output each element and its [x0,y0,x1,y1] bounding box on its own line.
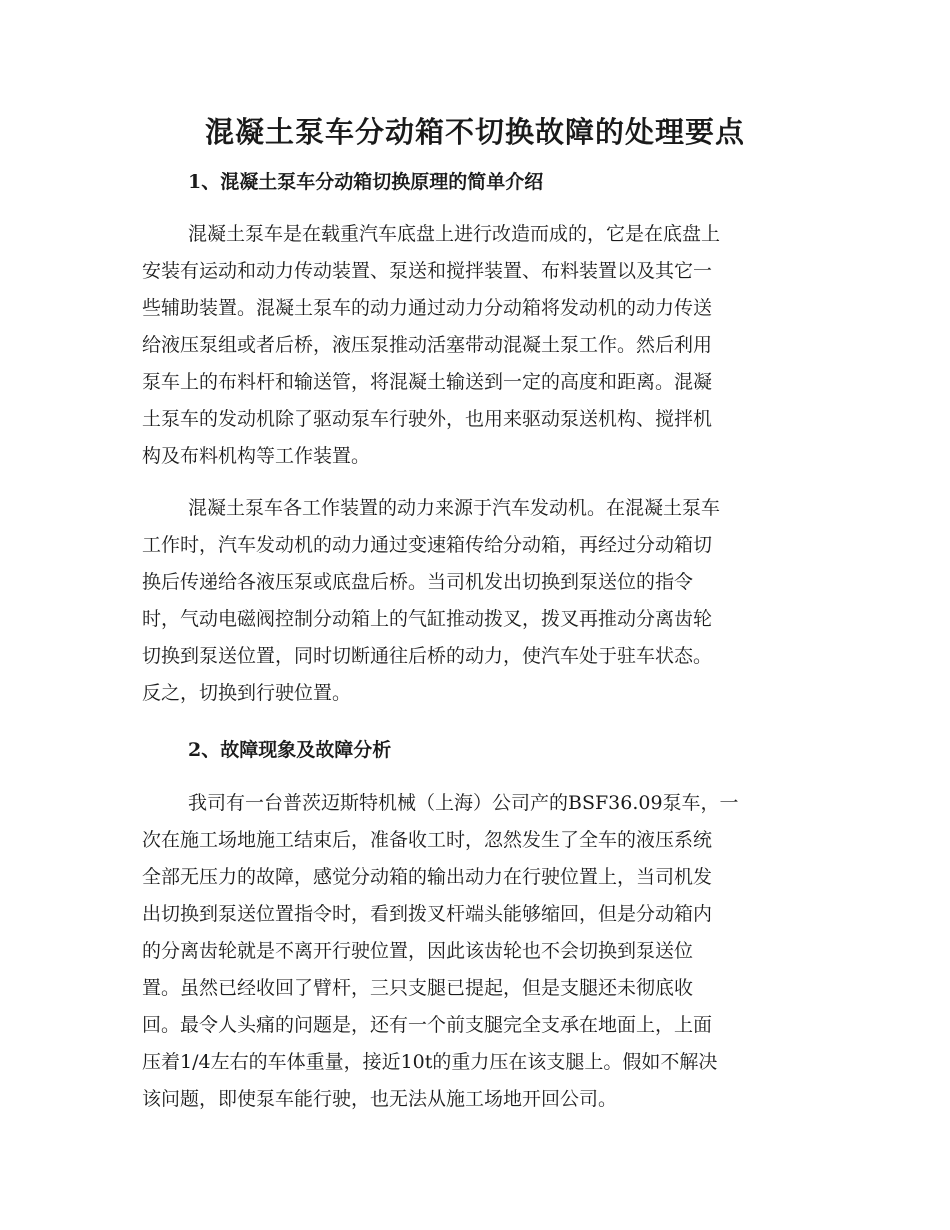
text-line: 的分离齿轮就是不离开行驶位置，因此该齿轮也不会切换到泵送位 [142,940,694,962]
text-line: 回。最令人头痛的问题是，还有一个前支腿完全支承在地面上，上面 [142,1014,713,1036]
text-line: 土泵车的发动机除了驱动泵车行驶外，也用来驱动泵送机构、搅拌机 [142,408,713,430]
text-line: 些辅助装置。混凝土泵车的动力通过动力分动箱将发动机的动力传送 [142,297,713,319]
text-line: 反之，切换到行驶位置。 [142,682,352,704]
text-line: 切换到泵送位置，同时切断通往后桥的动力，使汽车处于驻车状态。 [142,645,713,667]
text-line: 混凝土泵车各工作装置的动力来源于汽车发动机。在混凝土泵车 [188,497,721,519]
text-line: 置。虽然已经收回了臂杆，三只支腿已提起，但是支腿还未彻底收 [142,977,694,999]
text-line: 次在施工场地施工结束后，准备收工时，忽然发生了全车的液压系统 [142,829,713,851]
text-line: 全部无压力的故障，感觉分动箱的输出动力在行驶位置上，当司机发 [142,866,713,888]
paragraph-fault-description [142,785,808,1118]
section-heading-principle: 1、混凝土泵车分动箱切换原理的简单介绍 [188,171,544,193]
text-line: 我司有一台普茨迈斯特机械（上海）公司产的BSF36.09泵车，一 [188,792,739,814]
text-line: 混凝土泵车是在载重汽车底盘上进行改造而成的，它是在底盘上 [188,223,721,245]
text-line: 安装有运动和动力传动装置、泵送和搅拌装置、布料装置以及其它一 [142,260,713,282]
text-line: 给液压泵组或者后桥，液压泵推动活塞带动混凝土泵工作。然后利用 [142,334,713,356]
section-heading-fault-analysis: 2、故障现象及故障分析 [188,739,392,761]
text-line: 工作时，汽车发动机的动力通过变速箱传给分动箱，再经过分动箱切 [142,534,713,556]
text-line: 构及布料机构等工作装置。 [142,445,371,467]
text-line: 出切换到泵送位置指令时，看到拨叉杆端头能够缩回，但是分动箱内 [142,903,713,925]
text-line: 该问题，即使泵车能行驶，也无法从施工场地开回公司。 [142,1088,618,1110]
text-line: 泵车上的布料杆和输送管，将混凝土输送到一定的高度和距离。混凝 [142,371,713,393]
paragraph-power-transfer [142,490,808,712]
text-line: 压着1/4左右的车体重量，接近10t的重力压在该支腿上。假如不解决 [142,1051,718,1073]
text-line: 时，气动电磁阀控制分动箱上的气缸推动拨叉，拨叉再推动分离齿轮 [142,608,713,630]
text-line: 换后传递给各液压泵或底盘后桥。当司机发出切换到泵送位的指令 [142,571,694,593]
document-title: 混凝土泵车分动箱不切换故障的处理要点 [204,115,745,149]
paragraph-pump-truck-overview [142,216,808,475]
